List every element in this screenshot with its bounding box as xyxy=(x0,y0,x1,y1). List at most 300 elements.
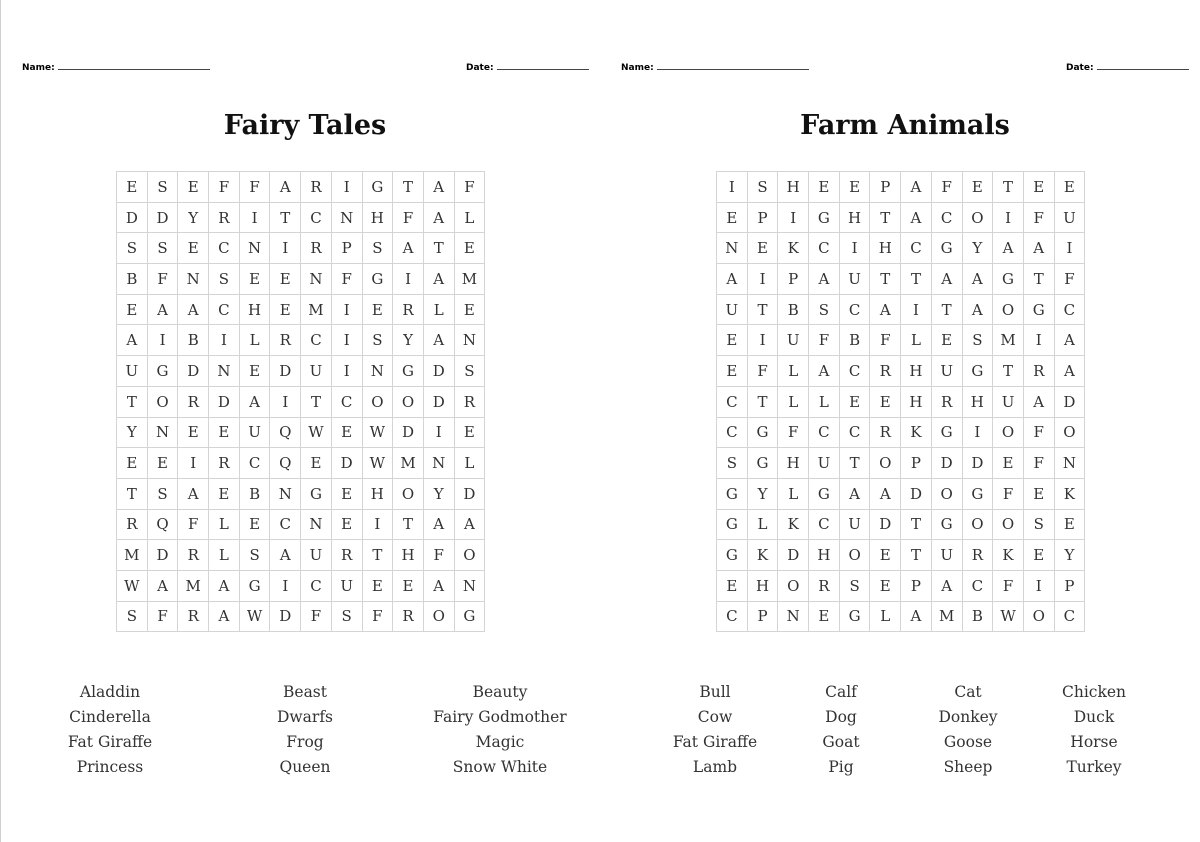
grid-cell[interactable]: A xyxy=(117,325,148,356)
grid-cell[interactable]: E xyxy=(870,540,901,571)
grid-cell[interactable]: E xyxy=(209,418,240,449)
grid-cell[interactable]: D xyxy=(209,387,240,418)
grid-cell[interactable]: G xyxy=(963,479,994,510)
grid-cell[interactable]: S xyxy=(363,325,394,356)
grid-cell[interactable]: E xyxy=(455,295,486,326)
grid-cell[interactable]: R xyxy=(301,172,332,203)
grid-cell[interactable]: R xyxy=(301,233,332,264)
grid-cell[interactable]: R xyxy=(455,387,486,418)
grid-cell[interactable]: O xyxy=(932,479,963,510)
grid-cell[interactable]: R xyxy=(932,387,963,418)
grid-cell[interactable]: P xyxy=(748,203,779,234)
grid-cell[interactable]: O xyxy=(993,295,1024,326)
grid-cell[interactable]: E xyxy=(240,264,271,295)
grid-cell[interactable]: E xyxy=(840,172,871,203)
grid-cell[interactable]: C xyxy=(717,418,748,449)
grid-cell[interactable]: C xyxy=(209,233,240,264)
grid-cell[interactable]: S xyxy=(840,571,871,602)
grid-cell[interactable]: E xyxy=(117,295,148,326)
grid-cell[interactable]: K xyxy=(748,540,779,571)
grid-cell[interactable]: S xyxy=(148,479,179,510)
grid-cell[interactable]: A xyxy=(424,264,455,295)
grid-cell[interactable]: M xyxy=(932,602,963,633)
grid-cell[interactable]: B xyxy=(778,295,809,326)
grid-cell[interactable]: G xyxy=(148,356,179,387)
grid-cell[interactable]: G xyxy=(393,356,424,387)
grid-cell[interactable]: Q xyxy=(270,448,301,479)
grid-cell[interactable]: S xyxy=(209,264,240,295)
grid-cell[interactable]: K xyxy=(778,233,809,264)
grid-cell[interactable]: T xyxy=(993,172,1024,203)
grid-cell[interactable]: P xyxy=(748,602,779,633)
grid-cell[interactable]: C xyxy=(901,233,932,264)
grid-cell[interactable]: D xyxy=(1055,387,1086,418)
grid-cell[interactable]: E xyxy=(809,602,840,633)
grid-cell[interactable]: M xyxy=(178,571,209,602)
grid-cell[interactable]: F xyxy=(148,264,179,295)
grid-cell[interactable]: M xyxy=(393,448,424,479)
grid-cell[interactable]: A xyxy=(393,233,424,264)
grid-cell[interactable]: L xyxy=(209,510,240,541)
grid-cell[interactable]: G xyxy=(363,264,394,295)
grid-cell[interactable]: R xyxy=(393,602,424,633)
grid-cell[interactable]: I xyxy=(424,418,455,449)
grid-cell[interactable]: D xyxy=(332,448,363,479)
grid-cell[interactable]: U xyxy=(301,356,332,387)
grid-cell[interactable]: N xyxy=(717,233,748,264)
name-field-left[interactable] xyxy=(22,63,210,73)
grid-cell[interactable]: P xyxy=(1055,571,1086,602)
grid-cell[interactable]: N xyxy=(455,325,486,356)
grid-cell[interactable]: E xyxy=(840,387,871,418)
grid-cell[interactable]: N xyxy=(178,264,209,295)
grid-cell[interactable]: A xyxy=(148,295,179,326)
grid-cell[interactable]: E xyxy=(1055,510,1086,541)
grid-cell[interactable]: E xyxy=(932,325,963,356)
grid-cell[interactable]: L xyxy=(778,387,809,418)
grid-cell[interactable]: T xyxy=(424,233,455,264)
grid-cell[interactable]: A xyxy=(270,540,301,571)
grid-cell[interactable]: E xyxy=(178,418,209,449)
grid-cell[interactable]: I xyxy=(148,325,179,356)
grid-cell[interactable]: S xyxy=(117,602,148,633)
grid-cell[interactable]: O xyxy=(393,479,424,510)
grid-cell[interactable]: F xyxy=(332,264,363,295)
grid-cell[interactable]: A xyxy=(424,172,455,203)
grid-cell[interactable]: B xyxy=(117,264,148,295)
grid-cell[interactable]: E xyxy=(178,172,209,203)
grid-cell[interactable]: A xyxy=(209,571,240,602)
grid-cell[interactable]: C xyxy=(301,203,332,234)
name-field-right[interactable] xyxy=(621,63,809,73)
grid-cell[interactable]: U xyxy=(809,448,840,479)
grid-cell[interactable]: O xyxy=(993,510,1024,541)
grid-cell[interactable]: L xyxy=(455,203,486,234)
grid-cell[interactable]: B xyxy=(240,479,271,510)
grid-cell[interactable]: A xyxy=(717,264,748,295)
grid-cell[interactable]: F xyxy=(1024,448,1055,479)
grid-cell[interactable]: R xyxy=(963,540,994,571)
grid-cell[interactable]: O xyxy=(1055,418,1086,449)
grid-cell[interactable]: E xyxy=(270,295,301,326)
grid-cell[interactable]: A xyxy=(932,571,963,602)
grid-cell[interactable]: F xyxy=(748,356,779,387)
grid-cell[interactable]: E xyxy=(963,172,994,203)
grid-cell[interactable]: C xyxy=(1055,295,1086,326)
grid-cell[interactable]: R xyxy=(870,356,901,387)
grid-cell[interactable]: A xyxy=(963,264,994,295)
grid-cell[interactable]: I xyxy=(332,356,363,387)
grid-cell[interactable]: R xyxy=(870,418,901,449)
grid-cell[interactable]: Y xyxy=(424,479,455,510)
grid-cell[interactable]: S xyxy=(332,602,363,633)
grid-cell[interactable]: A xyxy=(963,295,994,326)
grid-cell[interactable]: A xyxy=(809,264,840,295)
grid-cell[interactable]: U xyxy=(332,571,363,602)
grid-cell[interactable]: D xyxy=(270,602,301,633)
grid-cell[interactable]: O xyxy=(778,571,809,602)
grid-cell[interactable]: F xyxy=(932,172,963,203)
grid-cell[interactable]: F xyxy=(209,172,240,203)
grid-cell[interactable]: G xyxy=(932,233,963,264)
grid-cell[interactable]: S xyxy=(240,540,271,571)
grid-cell[interactable]: W xyxy=(240,602,271,633)
grid-cell[interactable]: C xyxy=(1055,602,1086,633)
grid-cell[interactable]: C xyxy=(809,233,840,264)
grid-cell[interactable]: W xyxy=(117,571,148,602)
grid-cell[interactable]: E xyxy=(1055,172,1086,203)
grid-cell[interactable]: I xyxy=(209,325,240,356)
grid-cell[interactable]: T xyxy=(270,203,301,234)
grid-cell[interactable]: K xyxy=(901,418,932,449)
grid-cell[interactable]: E xyxy=(301,448,332,479)
grid-cell[interactable]: E xyxy=(993,448,1024,479)
grid-cell[interactable]: A xyxy=(932,264,963,295)
grid-cell[interactable]: F xyxy=(148,602,179,633)
grid-cell[interactable]: E xyxy=(117,172,148,203)
grid-cell[interactable]: G xyxy=(932,418,963,449)
grid-cell[interactable]: Y xyxy=(117,418,148,449)
grid-cell[interactable]: A xyxy=(178,295,209,326)
grid-cell[interactable]: S xyxy=(717,448,748,479)
grid-cell[interactable]: F xyxy=(301,602,332,633)
grid-cell[interactable]: K xyxy=(778,510,809,541)
grid-cell[interactable]: G xyxy=(840,602,871,633)
grid-cell[interactable]: P xyxy=(901,571,932,602)
grid-cell[interactable]: O xyxy=(424,602,455,633)
grid-cell[interactable]: A xyxy=(455,510,486,541)
grid-cell[interactable]: H xyxy=(901,387,932,418)
grid-cell[interactable]: E xyxy=(240,510,271,541)
grid-cell[interactable]: H xyxy=(363,203,394,234)
grid-cell[interactable]: T xyxy=(993,356,1024,387)
grid-cell[interactable]: L xyxy=(778,479,809,510)
grid-cell[interactable]: Y xyxy=(963,233,994,264)
grid-cell[interactable]: L xyxy=(901,325,932,356)
grid-cell[interactable]: I xyxy=(332,325,363,356)
grid-cell[interactable]: I xyxy=(717,172,748,203)
grid-cell[interactable]: W xyxy=(301,418,332,449)
grid-cell[interactable]: E xyxy=(717,356,748,387)
grid-cell[interactable]: Y xyxy=(178,203,209,234)
grid-cell[interactable]: O xyxy=(963,203,994,234)
grid-cell[interactable]: I xyxy=(1024,571,1055,602)
grid-cell[interactable]: S xyxy=(748,172,779,203)
grid-cell[interactable]: D xyxy=(148,203,179,234)
grid-cell[interactable]: D xyxy=(870,510,901,541)
grid-cell[interactable]: C xyxy=(301,571,332,602)
grid-cell[interactable]: S xyxy=(148,233,179,264)
grid-cell[interactable]: M xyxy=(117,540,148,571)
grid-cell[interactable]: B xyxy=(840,325,871,356)
grid-cell[interactable]: R xyxy=(209,203,240,234)
grid-cell[interactable]: N xyxy=(424,448,455,479)
grid-cell[interactable]: D xyxy=(424,387,455,418)
grid-cell[interactable]: P xyxy=(778,264,809,295)
grid-cell[interactable]: U xyxy=(717,295,748,326)
grid-cell[interactable]: H xyxy=(809,540,840,571)
grid-cell[interactable]: W xyxy=(993,602,1024,633)
grid-cell[interactable]: A xyxy=(424,510,455,541)
grid-cell[interactable]: E xyxy=(240,356,271,387)
grid-cell[interactable]: Y xyxy=(1055,540,1086,571)
grid-cell[interactable]: G xyxy=(1024,295,1055,326)
grid-cell[interactable]: H xyxy=(870,233,901,264)
grid-cell[interactable]: F xyxy=(393,203,424,234)
grid-cell[interactable]: A xyxy=(809,356,840,387)
grid-cell[interactable]: E xyxy=(363,571,394,602)
grid-cell[interactable]: E xyxy=(809,172,840,203)
grid-cell[interactable]: D xyxy=(932,448,963,479)
grid-cell[interactable]: O xyxy=(363,387,394,418)
grid-cell[interactable]: F xyxy=(870,325,901,356)
grid-cell[interactable]: H xyxy=(778,448,809,479)
grid-cell[interactable]: N xyxy=(778,602,809,633)
grid-cell[interactable]: C xyxy=(809,418,840,449)
grid-cell[interactable]: D xyxy=(178,356,209,387)
grid-cell[interactable]: I xyxy=(270,571,301,602)
grid-cell[interactable]: D xyxy=(270,356,301,387)
grid-cell[interactable]: M xyxy=(993,325,1024,356)
grid-cell[interactable]: F xyxy=(363,602,394,633)
grid-cell[interactable]: S xyxy=(117,233,148,264)
grid-cell[interactable]: H xyxy=(748,571,779,602)
grid-cell[interactable]: T xyxy=(363,540,394,571)
grid-cell[interactable]: L xyxy=(209,540,240,571)
grid-cell[interactable]: E xyxy=(148,448,179,479)
grid-cell[interactable]: E xyxy=(332,418,363,449)
grid-cell[interactable]: R xyxy=(1024,356,1055,387)
grid-cell[interactable]: N xyxy=(455,571,486,602)
grid-cell[interactable]: F xyxy=(778,418,809,449)
grid-cell[interactable]: F xyxy=(455,172,486,203)
grid-cell[interactable]: M xyxy=(455,264,486,295)
grid-cell[interactable]: L xyxy=(870,602,901,633)
grid-cell[interactable]: G xyxy=(809,479,840,510)
grid-cell[interactable]: I xyxy=(178,448,209,479)
grid-cell[interactable]: D xyxy=(963,448,994,479)
grid-cell[interactable]: C xyxy=(840,418,871,449)
grid-cell[interactable]: D xyxy=(455,479,486,510)
grid-cell[interactable]: F xyxy=(993,479,1024,510)
grid-cell[interactable]: A xyxy=(901,203,932,234)
grid-cell[interactable]: C xyxy=(270,510,301,541)
grid-cell[interactable]: R xyxy=(117,510,148,541)
grid-cell[interactable]: N xyxy=(148,418,179,449)
grid-cell[interactable]: E xyxy=(178,233,209,264)
grid-cell[interactable]: U xyxy=(778,325,809,356)
grid-cell[interactable]: W xyxy=(363,418,394,449)
grid-cell[interactable]: C xyxy=(332,387,363,418)
grid-cell[interactable]: E xyxy=(270,264,301,295)
grid-cell[interactable]: F xyxy=(809,325,840,356)
grid-cell[interactable]: S xyxy=(455,356,486,387)
grid-cell[interactable]: T xyxy=(932,295,963,326)
grid-cell[interactable]: T xyxy=(393,172,424,203)
grid-cell[interactable]: C xyxy=(963,571,994,602)
grid-cell[interactable]: O xyxy=(993,418,1024,449)
grid-cell[interactable]: E xyxy=(332,510,363,541)
grid-cell[interactable]: A xyxy=(1055,356,1086,387)
grid-cell[interactable]: L xyxy=(240,325,271,356)
grid-cell[interactable]: F xyxy=(424,540,455,571)
grid-cell[interactable]: N xyxy=(240,233,271,264)
grid-cell[interactable]: A xyxy=(993,233,1024,264)
grid-cell[interactable]: G xyxy=(963,356,994,387)
grid-cell[interactable]: I xyxy=(778,203,809,234)
grid-cell[interactable]: F xyxy=(1024,418,1055,449)
grid-cell[interactable]: U xyxy=(840,264,871,295)
grid-cell[interactable]: F xyxy=(240,172,271,203)
grid-cell[interactable]: G xyxy=(748,418,779,449)
grid-cell[interactable]: R xyxy=(332,540,363,571)
grid-cell[interactable]: H xyxy=(393,540,424,571)
grid-cell[interactable]: K xyxy=(993,540,1024,571)
grid-cell[interactable]: A xyxy=(1055,325,1086,356)
grid-cell[interactable]: P xyxy=(870,172,901,203)
grid-cell[interactable]: C xyxy=(932,203,963,234)
grid-cell[interactable]: A xyxy=(178,479,209,510)
grid-cell[interactable]: T xyxy=(1024,264,1055,295)
grid-cell[interactable]: G xyxy=(363,172,394,203)
grid-cell[interactable]: A xyxy=(901,172,932,203)
grid-cell[interactable]: T xyxy=(840,448,871,479)
grid-cell[interactable]: T xyxy=(393,510,424,541)
grid-cell[interactable]: A xyxy=(840,479,871,510)
grid-cell[interactable]: E xyxy=(748,233,779,264)
grid-cell[interactable]: E xyxy=(870,571,901,602)
grid-cell[interactable]: D xyxy=(778,540,809,571)
grid-cell[interactable]: O xyxy=(1024,602,1055,633)
grid-cell[interactable]: L xyxy=(455,448,486,479)
grid-cell[interactable]: D xyxy=(424,356,455,387)
grid-cell[interactable]: S xyxy=(1024,510,1055,541)
grid-cell[interactable]: D xyxy=(148,540,179,571)
grid-cell[interactable]: U xyxy=(840,510,871,541)
grid-cell[interactable]: Q xyxy=(270,418,301,449)
grid-cell[interactable]: N xyxy=(301,264,332,295)
grid-cell[interactable]: G xyxy=(932,510,963,541)
grid-cell[interactable]: F xyxy=(1055,264,1086,295)
grid-cell[interactable]: U xyxy=(993,387,1024,418)
grid-cell[interactable]: A xyxy=(870,295,901,326)
grid-cell[interactable]: U xyxy=(932,540,963,571)
grid-cell[interactable]: N xyxy=(1055,448,1086,479)
grid-cell[interactable]: C xyxy=(840,356,871,387)
grid-cell[interactable]: E xyxy=(455,233,486,264)
grid-cell[interactable]: C xyxy=(809,510,840,541)
grid-cell[interactable]: T xyxy=(117,387,148,418)
grid-cell[interactable]: A xyxy=(870,479,901,510)
grid-cell[interactable]: O xyxy=(393,387,424,418)
date-field-right[interactable] xyxy=(1066,63,1189,73)
grid-cell[interactable]: E xyxy=(1024,172,1055,203)
grid-cell[interactable]: G xyxy=(748,448,779,479)
grid-cell[interactable]: L xyxy=(748,510,779,541)
grid-cell[interactable]: I xyxy=(1055,233,1086,264)
grid-cell[interactable]: R xyxy=(178,540,209,571)
grid-cell[interactable]: O xyxy=(840,540,871,571)
grid-cell[interactable]: R xyxy=(393,295,424,326)
grid-cell[interactable]: T xyxy=(901,540,932,571)
grid-cell[interactable]: O xyxy=(148,387,179,418)
grid-cell[interactable]: H xyxy=(901,356,932,387)
grid-cell[interactable]: C xyxy=(240,448,271,479)
grid-cell[interactable]: N xyxy=(363,356,394,387)
grid-cell[interactable]: I xyxy=(748,325,779,356)
grid-cell[interactable]: P xyxy=(901,448,932,479)
grid-cell[interactable]: G xyxy=(993,264,1024,295)
grid-cell[interactable]: F xyxy=(1024,203,1055,234)
grid-cell[interactable]: U xyxy=(932,356,963,387)
grid-cell[interactable]: I xyxy=(332,295,363,326)
grid-cell[interactable]: N xyxy=(270,479,301,510)
grid-cell[interactable]: R xyxy=(270,325,301,356)
grid-cell[interactable]: G xyxy=(717,510,748,541)
grid-cell[interactable]: C xyxy=(717,602,748,633)
grid-cell[interactable]: U xyxy=(1055,203,1086,234)
grid-cell[interactable]: E xyxy=(393,571,424,602)
grid-cell[interactable]: E xyxy=(1024,479,1055,510)
grid-cell[interactable]: U xyxy=(240,418,271,449)
grid-cell[interactable]: O xyxy=(455,540,486,571)
grid-cell[interactable]: Y xyxy=(393,325,424,356)
grid-cell[interactable]: I xyxy=(270,387,301,418)
grid-cell[interactable]: N xyxy=(209,356,240,387)
grid-cell[interactable]: E xyxy=(717,571,748,602)
grid-cell[interactable]: A xyxy=(1024,233,1055,264)
grid-cell[interactable]: A xyxy=(424,203,455,234)
grid-cell[interactable]: G xyxy=(717,540,748,571)
grid-cell[interactable]: T xyxy=(901,264,932,295)
grid-cell[interactable]: A xyxy=(424,571,455,602)
grid-cell[interactable]: E xyxy=(1024,540,1055,571)
grid-cell[interactable]: T xyxy=(748,295,779,326)
grid-cell[interactable]: I xyxy=(332,172,363,203)
grid-cell[interactable]: I xyxy=(240,203,271,234)
grid-cell[interactable]: T xyxy=(870,264,901,295)
grid-cell[interactable]: U xyxy=(301,540,332,571)
grid-cell[interactable]: L xyxy=(778,356,809,387)
grid-cell[interactable]: O xyxy=(870,448,901,479)
grid-cell[interactable]: I xyxy=(963,418,994,449)
grid-cell[interactable]: E xyxy=(717,325,748,356)
grid-cell[interactable]: E xyxy=(363,295,394,326)
grid-cell[interactable]: H xyxy=(840,203,871,234)
grid-cell[interactable]: R xyxy=(178,602,209,633)
grid-cell[interactable]: S xyxy=(963,325,994,356)
grid-cell[interactable]: G xyxy=(717,479,748,510)
